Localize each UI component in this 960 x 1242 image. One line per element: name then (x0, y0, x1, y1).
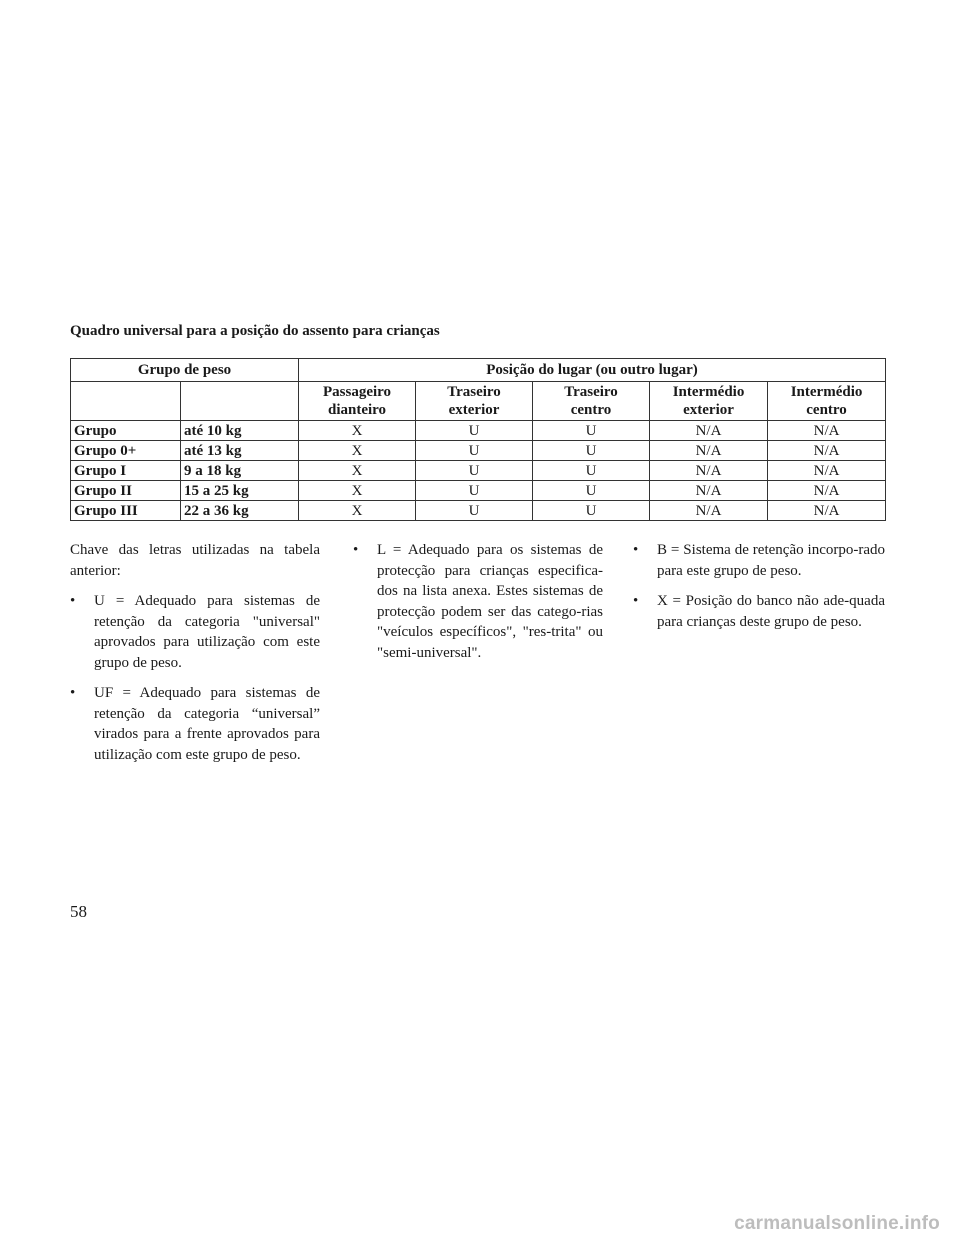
value-cell: X (299, 461, 416, 481)
value-cell: N/A (650, 421, 768, 441)
value-cell: N/A (768, 421, 886, 441)
value-cell: X (299, 421, 416, 441)
bullet-icon: • (70, 593, 76, 609)
value-cell: U (416, 441, 533, 461)
legend-column-2 (353, 540, 603, 663)
legend-item (633, 591, 885, 632)
empty-header-cell (71, 382, 181, 421)
value-cell: N/A (650, 441, 768, 461)
section-title: Quadro universal para a posição do assento para crianças (70, 323, 440, 339)
value-cell: N/A (768, 441, 886, 461)
table-row (71, 481, 886, 501)
value-cell: U (533, 481, 650, 501)
legend-column-3 (633, 540, 885, 632)
value-cell: U (533, 501, 650, 521)
group-cell: Grupo III (71, 501, 181, 521)
value-cell: N/A (650, 461, 768, 481)
weight-group-header: Grupo de peso (71, 359, 299, 382)
seat-position-header: Posição do lugar (ou outro lugar) (299, 359, 886, 382)
legend-column-1 (70, 540, 320, 765)
page-number: 58 (70, 902, 87, 921)
value-cell: N/A (768, 501, 886, 521)
legend-item-text: L = Adequado para os sistemas de protecção para crianças especifica-dos na lista anexa. Estes sistemas de protecção podem ser das catego-rias "veículos específicos", "res-trita" ou "semi-universal". (377, 542, 603, 661)
legend-item-text: B = Sistema de retenção incorpo-rado para este grupo de peso. (657, 542, 885, 579)
weight-cell: 9 a 18 kg (181, 461, 299, 481)
bullet-icon: • (353, 542, 359, 558)
empty-header-cell (181, 382, 299, 421)
value-cell: U (416, 461, 533, 481)
value-cell: X (299, 481, 416, 501)
watermark: carmanualsonline.info (734, 1213, 940, 1234)
legend-item (70, 683, 320, 765)
legend-intro: Chave das letras utilizadas na tabela anterior: (70, 542, 320, 579)
weight-cell: 22 a 36 kg (181, 501, 299, 521)
legend-item (70, 591, 320, 673)
bullet-icon: • (70, 685, 76, 701)
weight-cell: 15 a 25 kg (181, 481, 299, 501)
column-header: Intermédio exterior (650, 382, 768, 421)
seat-position-table (70, 358, 886, 521)
weight-cell: até 10 kg (181, 421, 299, 441)
table-row (71, 421, 886, 441)
bullet-icon: • (633, 542, 639, 558)
table-row (71, 461, 886, 481)
value-cell: U (533, 461, 650, 481)
weight-cell: até 13 kg (181, 441, 299, 461)
value-cell: N/A (768, 461, 886, 481)
group-cell: Grupo II (71, 481, 181, 501)
value-cell: U (416, 501, 533, 521)
table-row (71, 501, 886, 521)
table-header-row (71, 359, 886, 382)
table-subheader-row (71, 382, 886, 421)
group-cell: Grupo I (71, 461, 181, 481)
value-cell: N/A (650, 481, 768, 501)
value-cell: U (533, 441, 650, 461)
group-cell: Grupo 0+ (71, 441, 181, 461)
value-cell: N/A (650, 501, 768, 521)
group-cell: Grupo (71, 421, 181, 441)
legend-item-text: X = Posição do banco não ade-quada para crianças deste grupo de peso. (657, 593, 885, 630)
value-cell: U (416, 421, 533, 441)
column-header: Traseiro exterior (416, 382, 533, 421)
legend-item (353, 540, 603, 663)
value-cell: X (299, 501, 416, 521)
value-cell: N/A (768, 481, 886, 501)
bullet-icon: • (633, 593, 639, 609)
legend-item-text: U = Adequado para sistemas de retenção da categoria "universal" aprovados para utilização com este grupo de peso. (94, 593, 320, 671)
value-cell: U (416, 481, 533, 501)
column-header: Passageiro dianteiro (299, 382, 416, 421)
legend-item (633, 540, 885, 581)
column-header: Intermédio centro (768, 382, 886, 421)
value-cell: U (533, 421, 650, 441)
column-header: Traseiro centro (533, 382, 650, 421)
legend-item-text: UF = Adequado para sistemas de retenção da categoria “universal” virados para a frente aprovados para utilização com este grupo de peso. (94, 685, 320, 763)
table-row (71, 441, 886, 461)
value-cell: X (299, 441, 416, 461)
